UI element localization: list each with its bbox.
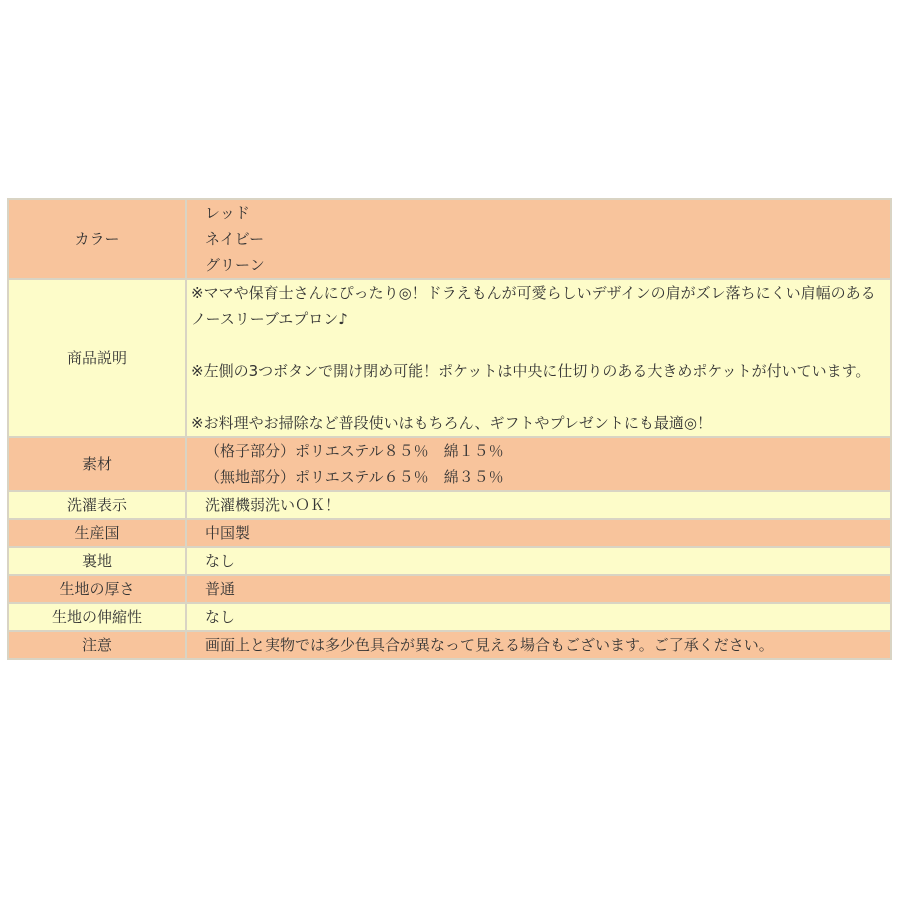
color-option: ネイビー <box>205 230 265 248</box>
spec-value <box>186 279 891 437</box>
spec-row-stretch <box>8 603 891 631</box>
spec-row-color <box>8 199 891 279</box>
spec-value: 普通 <box>186 575 891 603</box>
spec-label: 生地の伸縮性 <box>8 603 186 631</box>
spec-value: なし <box>186 547 891 575</box>
spec-row-washing <box>8 491 891 519</box>
description-paragraph: ※左側の3つボタンで開け閉め可能！ポケットは中央に仕切りのある大きめポケットが付いています。 <box>191 362 871 380</box>
color-option: レッド <box>205 204 250 222</box>
spec-label: 生産国 <box>8 519 186 547</box>
spec-value <box>186 199 891 279</box>
spec-value: 画面上と実物では多少色具合が異なって見える場合もございます。ご了承ください。 <box>186 631 891 659</box>
description-paragraph: ※お料理やお掃除など普段使いはもちろん、ギフトやプレゼントにも最適◎！ <box>191 414 712 432</box>
spec-value: なし <box>186 603 891 631</box>
spec-label: 注意 <box>8 631 186 659</box>
description-paragraph: ※ママや保育士さんにぴったり◎！ドラえもんが可愛らしいデザインの肩がズレ落ちにくい肩幅のあるノースリーブエプロン♪ <box>191 284 876 328</box>
spec-label: 素材 <box>8 437 186 491</box>
spec-label: 裏地 <box>8 547 186 575</box>
spec-label: カラー <box>8 199 186 279</box>
spec-value <box>186 437 891 491</box>
product-spec-table <box>7 198 892 660</box>
spec-row-lining <box>8 547 891 575</box>
spec-label: 生地の厚さ <box>8 575 186 603</box>
spec-value: 洗濯機弱洗いＯＫ！ <box>186 491 891 519</box>
spec-label: 商品説明 <box>8 279 186 437</box>
color-option: グリーン <box>205 256 265 274</box>
spec-row-material <box>8 437 891 491</box>
material-line: （格子部分）ポリエステル８５％ 綿１５％ <box>205 442 504 460</box>
spec-value: 中国製 <box>186 519 891 547</box>
spec-row-origin <box>8 519 891 547</box>
material-line: （無地部分）ポリエステル６５％ 綿３５％ <box>205 468 504 486</box>
spec-row-thickness <box>8 575 891 603</box>
spec-label: 洗濯表示 <box>8 491 186 519</box>
spec-row-notice <box>8 631 891 659</box>
spec-row-description <box>8 279 891 437</box>
